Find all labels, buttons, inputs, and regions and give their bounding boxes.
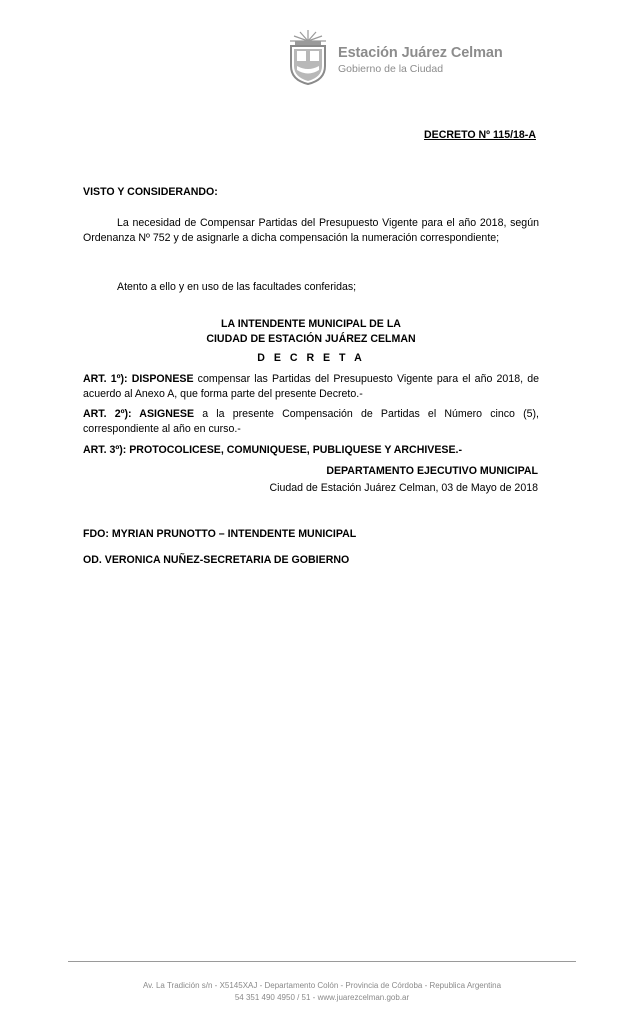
article-text: compensar las Partidas del Presupuesto Vigente para el año 2018, de acuerdo al Anexo A, que forma parte del presente Decreto.- (83, 373, 539, 400)
article (83, 372, 539, 402)
signature-line: FDO: MYRIAN PRUNOTTO – INTENDENTE MUNICIPAL (83, 528, 357, 540)
article-label: ART. 1º): DISPONESE (83, 373, 194, 385)
decree-number: DECRETO Nº 115/18-A (423, 129, 536, 141)
article-text: a la presente Compensación de Partidas el Número cinco (5), correspondiente al año en curso.- (83, 408, 539, 435)
footer-contact: 54 351 490 4950 / 51 - www.juarezcelman.gob.ar (234, 993, 410, 1002)
article (83, 407, 539, 437)
article-label: ART. 3º): PROTOCOLICESE, COMUNIQUESE, PUBLIQUESE Y ARCHIVESE.- (83, 444, 463, 456)
authority-line: CIUDAD DE ESTACIÓN JUÁREZ CELMAN (206, 333, 416, 345)
org-name: Estación Juárez Celman (338, 45, 503, 61)
paragraph: La necesidad de Compensar Partidas del Presupuesto Vigente para el año 2018, según Ordenanza Nº 752 y de asignarle a dicha compensación la numeración correspondiente; (83, 217, 539, 244)
article-label: ART. 2º): ASIGNESE (83, 408, 195, 420)
article (83, 443, 539, 458)
paragraph: Atento a ello y en uso de las facultades conferidas; (117, 281, 357, 293)
org-subtitle: Gobierno de la Ciudad (338, 63, 444, 75)
municipal-crest-icon (286, 28, 330, 86)
decreta-heading: D E C R E T A (257, 352, 365, 364)
footer-address: Av. La Tradición s/n - X5145XAJ - Departamento Colón - Provincia de Córdoba - Republica Argentina (142, 981, 502, 990)
authority-line: LA INTENDENTE MUNICIPAL DE LA (221, 318, 401, 330)
section-heading-visto: VISTO Y CONSIDERANDO: (83, 186, 218, 198)
footer-divider (68, 961, 576, 962)
place-date: Ciudad de Estación Juárez Celman, 03 de Mayo de 2018 (269, 482, 538, 494)
department-name: DEPARTAMENTO EJECUTIVO MUNICIPAL (326, 465, 538, 477)
signature-line: OD. VERONICA NUÑEZ-SECRETARIA DE GOBIERNO (83, 554, 350, 566)
letterhead (286, 28, 516, 88)
